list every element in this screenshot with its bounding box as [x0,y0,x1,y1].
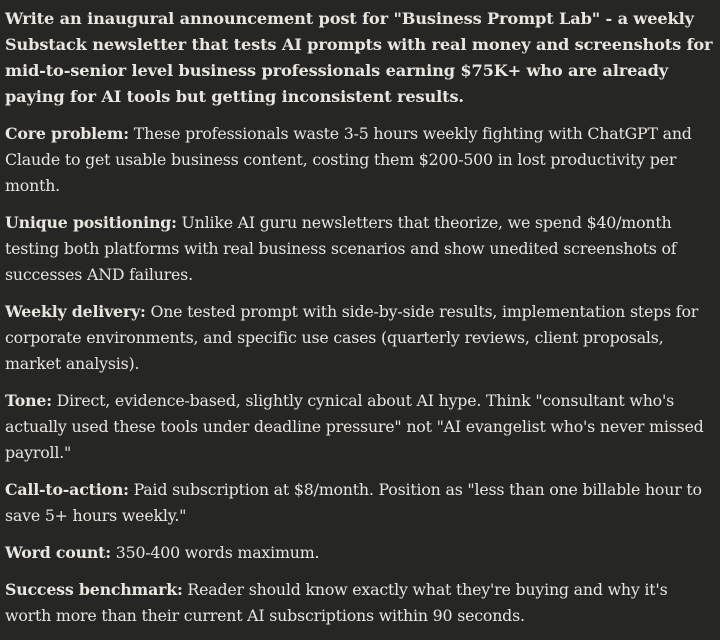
section-success-benchmark [5,577,715,629]
section-label: Word count: [5,543,111,562]
section-unique-positioning [5,210,715,288]
section-weekly-delivery [5,299,715,377]
section-text: Direct, evidence-based, slightly cynical about AI hype. Think "consultant who's actually used these tools under deadline pressure" not "AI evangelist who's never missed payroll." [5,391,704,462]
prompt-intro: Write an inaugural announcement post for "Business Prompt Lab" - a weekly Substack newsletter that tests AI prompts with real money and screenshots for mid-to-senior level business professionals earning $75K+ who are already paying for AI tools but getting inconsistent results. [5,9,713,106]
section-text: Paid subscription at $8/month. Position as "less than one billable hour to save 5+ hours weekly." [5,480,702,525]
section-tone [5,388,715,466]
section-call-to-action [5,477,715,529]
section-label: Call-to-action: [5,480,129,499]
section-label: Tone: [5,391,52,410]
section-text: These professionals waste 3-5 hours weekly fighting with ChatGPT and Claude to get usable business content, costing them $200-500 in lost productivity per month. [5,124,692,195]
section-text: Unlike AI guru newsletters that theorize, we spend $40/month testing both platforms with real business scenarios and show unedited screenshots of successes AND failures. [5,213,677,284]
section-word-count [5,540,715,566]
section-label: Core problem: [5,124,129,143]
section-label: Weekly delivery: [5,302,146,321]
section-text: Reader should know exactly what they're buying and why it's worth more than their current AI subscriptions within 90 seconds. [5,580,668,625]
section-label: Success benchmark: [5,580,183,599]
section-text: One tested prompt with side-by-side results, implementation steps for corporate environments, and specific use cases (quarterly reviews, client proposals, market analysis). [5,302,699,373]
section-label: Unique positioning: [5,213,177,232]
section-text: 350-400 words maximum. [110,543,320,562]
section-core-problem [5,121,715,199]
user-prompt-message [5,6,715,640]
